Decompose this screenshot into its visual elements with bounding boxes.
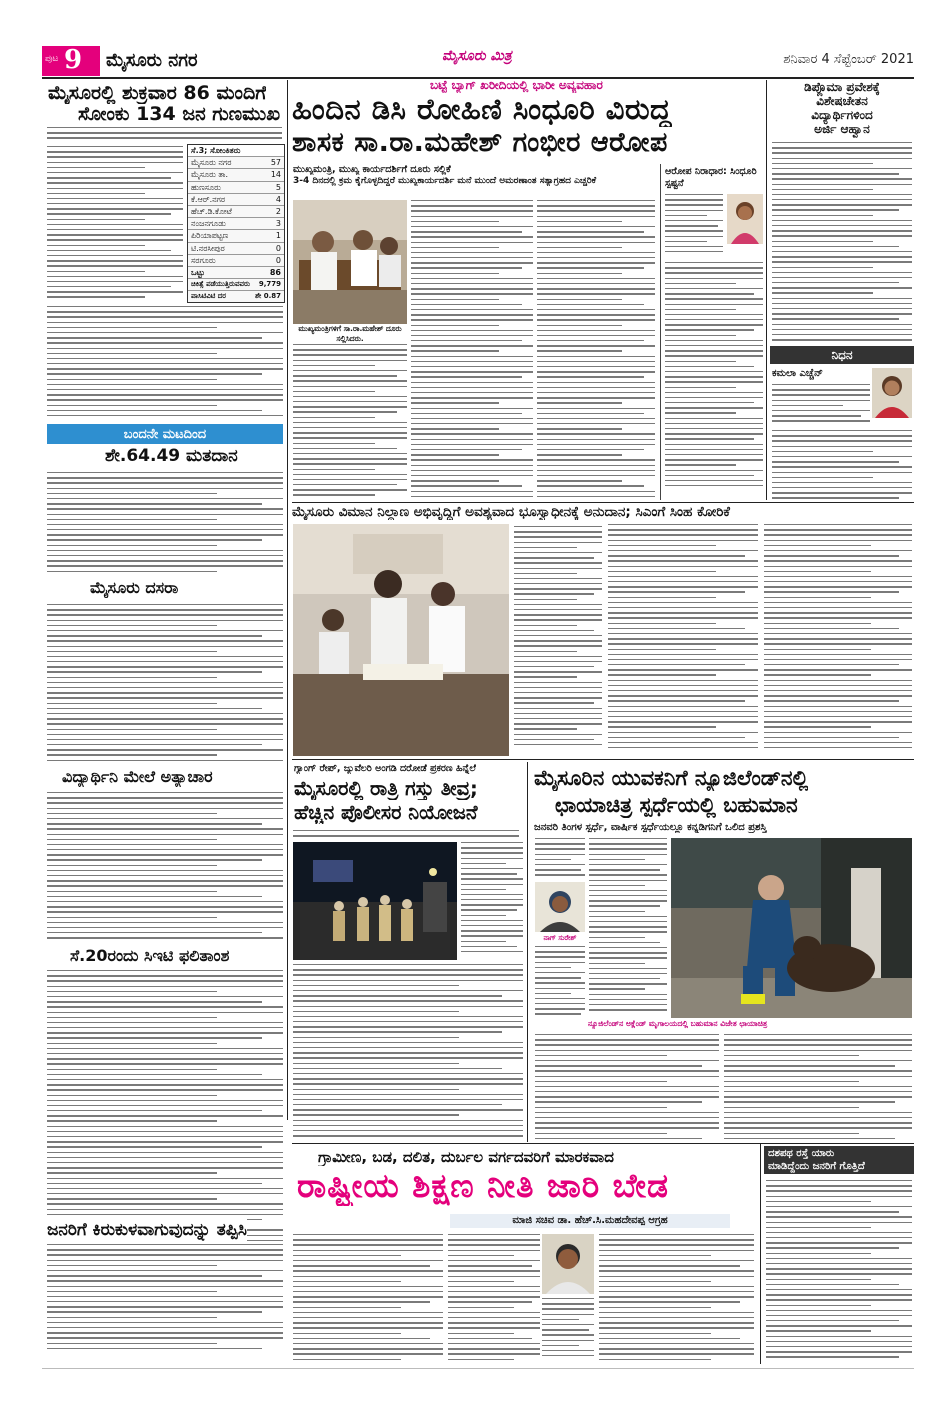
obituary-body [772,430,912,500]
assault-headline: ವಿದ್ಯಾರ್ಥಿನಿ ಮೇಲೆ ಅತ್ಯಾಚಾರ [62,767,213,786]
table-row: ನಂಜನಗೂಡು 3 [188,218,284,230]
patrol-photo [293,842,457,960]
nag-suresh-portrait [535,882,585,932]
patrol-body-side [461,842,523,960]
lead-photo [293,200,407,324]
covid-body-text [47,146,183,302]
covid-headline-2: ಸೋಂಕು 134 ಜನ ಗುಣಮುಖ [78,103,281,125]
lead-kicker: ಬಟ್ಟೆ ಬ್ಯಾಗ್ ಖರೀದಿಯಲ್ಲಿ ಭಾರೀ ಅವ್ಯವಹಾರ [430,78,603,92]
airport-body-col2 [764,524,912,756]
page-header [42,46,914,76]
dashapatha-body [766,1180,912,1362]
obituary-name: ಕಮಲಾ ಎಚ್ಚೆನ್ [772,368,823,379]
airport-top-rule [292,502,914,503]
masthead-logo: ಮೈಸೂರು ಮಿತ್ರ [442,48,512,64]
airport-quote-text [514,526,602,752]
covid-table-title: ಸೆ.3; ಸೋಂಕಿತರು [188,145,284,157]
airport-quote-box [512,524,604,756]
patrol-headline-2: ಹೆಚ್ಚಿನ ಪೊಲೀಸರ ನಿಯೋಜನೆ [294,801,478,824]
airport-photo [293,524,509,756]
dasara-body [47,604,283,764]
nep-top-rule [292,1143,914,1144]
diploma-title-3: ವಿದ್ಯಾರ್ಥಿಗಳಿಂದ [811,108,873,122]
nep-body-col2b [542,1298,594,1362]
lead-subheadline-1: ಮುಖ್ಯಮಂತ್ರಿ, ಮುಖ್ಯ ಕಾರ್ಯದರ್ಶಿಗೆ ದೂರು ಸಲ್ಲಿಕೆ [293,164,451,175]
obituary-intro [772,384,870,424]
dashapatha-box [764,1146,914,1174]
table-row: ಕೆ.ಆರ್.ನಗರ 4 [188,194,284,206]
sidebox-title: ಆರೋಪ ನಿರಾಧಾರ: ಸಿಂಧೂರಿ ಸ್ಪಷ್ಟನೆ [665,166,757,189]
covid-table [187,144,285,303]
lead-body-col2 [537,200,655,500]
airport-body-col1 [608,524,758,756]
right-column-divider [766,80,767,500]
lead-headline-1: ಹಿಂದಿನ ಡಿಸಿ ರೋಹಿಣಿ ಸಿಂಧೂರಿ ವಿರುದ್ಧ [292,92,672,126]
diploma-title-2: ವಿಶೇಷಚೇತನ [816,94,868,108]
diploma-title-4: ಅರ್ಜಿ ಆಹ್ವಾನ [814,122,870,136]
bottom-left-body [47,1244,283,1352]
mahadevappa-portrait [542,1234,594,1294]
byelection-headline: ಶೇ.64.49 ಮತದಾನ [105,446,238,466]
table-row-total: ಒಟ್ಟು 86 [188,267,284,279]
table-row-positivity: ಪಾಸಿಟಿವಿಟಿ ದರ ಶೇ 0.87 [191,292,281,301]
bottom-left-headline: ಜನರಿಗೆ ಕಿರುಕುಳವಾಗುವುದನ್ನು ತಪ್ಪಿಸಿ [47,1220,247,1240]
patrol-headline-1: ಮೈಸೂರಲ್ಲಿ ರಾತ್ರಿ ಗಸ್ತು ತೀವ್ರ; [294,777,478,800]
patrol-body [293,964,523,1140]
diploma-body [772,142,912,342]
diploma-title-1: ಡಿಪ್ಲೊಮಾ ಪ್ರವೇಶಕ್ಕೆ [804,80,880,94]
page-bottom-rule [42,1368,914,1369]
prize-headline-2: ಛಾಯಾಚಿತ್ರ ಸ್ಪರ್ಧೆಯಲ್ಲಿ ಬಹುಮಾನ [555,793,798,817]
issue-date: ಶನಿವಾರ 4 ಸೆಪ್ಟೆಂಬರ್ 2021 [783,52,914,67]
table-row-active: ಚಿಕಿತ್ಸೆ ಪಡೆಯುತ್ತಿರುವವರು 9,779 [188,279,284,291]
table-row: ಮೈಸೂರು ತಾ. 14 [188,169,284,181]
sea-lion-caption: ನ್ಯೂಜಿಲೆಂಡ್‌ನ ಅಕ್ಲೆಂಡ್ ಮೃಗಾಲಯದಲ್ಲಿ ಬಹುಮಾನ ವಿಜೇತ ಛಾಯಾಚಿತ್ರ [588,1019,768,1028]
covid-body-text-2 [47,306,283,418]
prize-body-col3 [724,1034,912,1140]
lead-body-col1 [411,200,533,500]
portrait-caption: ನಾಗ್ ಸುರೇಶ್ [543,934,577,942]
prize-divider [527,762,528,1142]
obituary-portrait [872,368,912,418]
lead-headline-2: ಶಾಸಕ ಸಾ.ರಾ.ಮಹೇಶ್ ಗಂಭೀರ ಆರೋಪ [292,127,668,158]
nep-kicker: ಗ್ರಾಮೀಣ, ಬಡ, ದಲಿತ, ದುರ್ಬಲ ವರ್ಗದವರಿಗೆ ಮಾರಕವಾದ [318,1148,614,1166]
lead-body-col0 [293,344,407,500]
obituary-band: ನಿಧನ [770,346,914,364]
table-row: ಹುಣಸೂರು 5 [188,182,284,194]
table-row: ಮೈಸೂರು ನಗರ 57 [188,157,284,169]
dashapatha-kicker-2: ಮಾಡಿದ್ದೆಂದು ಜನರಿಗೆ ಗೊತ್ತಿದೆ [768,1161,865,1172]
sindhuri-portrait [727,194,763,244]
nep-body-col3 [599,1234,754,1362]
section-title: ಮೈಸೂರು ನಗರ [106,50,198,71]
byelection-body [47,472,283,576]
airport-headline: ಮೈಸೂರು ವಿಮಾನ ನಿಲ್ದಾಣ ಅಭಿವೃದ್ಧಿಗೆ ಅವಶ್ಯವಾದ ಭೂಸ್ವಾಧೀನಕ್ಕೆ ಅನುದಾನ; ಸಿಎಂಗೆ ಸಿಂಹ ಕೋರಿಕೆ [292,504,730,520]
prize-body-col2 [535,1034,719,1140]
lead-subheadline-2: 3-4 ದಿನದಲ್ಲಿ ಕ್ರಮ ಕೈಗೊಳ್ಳದಿದ್ದರೆ ಮುಖ್ಯಕಾರ್ಯದರ್ಶಿ ಮನೆ ಮುಂದೆ ಅಮರಣಾಂತ ಸತ್ಯಾಗ್ರಹದ ಎಚ್ಚರಿಕೆ [293,176,597,186]
patrol-dateline [293,830,519,840]
table-row: ಟಿ.ನರಸೀಪುರ 0 [188,243,284,255]
prize-body-col0 [535,946,585,1016]
dasara-headline: ಮೈಸೂರು ದಸರಾ [90,578,179,597]
table-row: ಪಿರಿಯಾಪಟ್ಟಣ 1 [188,230,284,242]
sidebox-intro [665,194,723,258]
covid-headline-1: ಮೈಸೂರಲ್ಲಿ ಶುಕ್ರವಾರ 86 ಮಂದಿಗೆ [48,82,267,104]
byelection-band: ಬಂದನೇ ಮಟದಿಂದ [47,424,283,444]
column-divider [287,80,288,1120]
sindhuri-sidebox [660,164,764,500]
page-label: ಪುಟ [45,54,59,64]
assault-body [47,792,283,944]
nep-headline: ರಾಷ್ಟ್ರೀಯ ಶಿಕ್ಷಣ ನೀತಿ ಜಾರಿ ಬೇಡ [297,1166,670,1205]
diploma-box [770,80,914,136]
table-row: ಹೆಚ್.ಡಿ.ಕೋಟೆ 2 [188,206,284,218]
prize-body-col1 [589,838,667,1014]
patrol-kicker: ಗ್ಯಾಂಗ್ ರೇಪ್, ಜ್ಯುವೆಲರಿ ಅಂಗಡಿ ದರೋಡೆ ಪ್ರಕರಣ ಹಿನ್ನೆಲೆ [294,763,476,774]
patrol-top-rule [292,759,914,760]
lead-photo-caption: ಮುಖ್ಯಮಂತ್ರಿಗಳಿಗೆ ಸಾ.ರಾ.ಮಹೇಶ್ ದೂರು ಸಲ್ಲಿಸಿದರು. [298,324,402,343]
prize-subheadline: ಜನವರಿ ತಿಂಗಳ ಸ್ಪರ್ಧೆ, ವಾರ್ಷಿಕ ಸ್ಪರ್ಧೆಯಲ್ಲೂ ಕನ್ನಡಿಗನಿಗೆ ಒಲಿದ ಪ್ರಶಸ್ತಿ [534,822,767,833]
sea-lion-photo [671,838,912,1018]
nep-body-col1 [293,1234,443,1362]
page-number: 9 [64,45,83,75]
dashapatha-kicker-1: ದಶಪಥ ರಸ್ತೆ ಯಾರು [768,1148,835,1159]
sidebox-body [665,262,763,498]
page-number-badge [42,46,100,76]
table-row: ಸರಗೂರು 0 [188,255,284,267]
prize-headline-1: ಮೈಸೂರಿನ ಯುವಕನಿಗೆ ನ್ಯೂಜಿಲೆಂಡ್‌ನಲ್ಲಿ [534,766,809,790]
cet-headline: ಸೆ.20ರಂದು ಸಿಇಟಿ ಫಲಿತಾಂಶ [70,946,230,965]
nep-byline: ಮಾಜಿ ಸಚಿವ ಡಾ. ಹೆಚ್.ಸಿ.ಮಹದೇವಪ್ಪ ಆಗ್ರಹ [450,1214,730,1228]
prize-dateline [535,838,585,880]
covid-intro-text [47,127,282,143]
right-bottom-divider [760,1144,761,1364]
nep-body-col2 [448,1234,540,1362]
